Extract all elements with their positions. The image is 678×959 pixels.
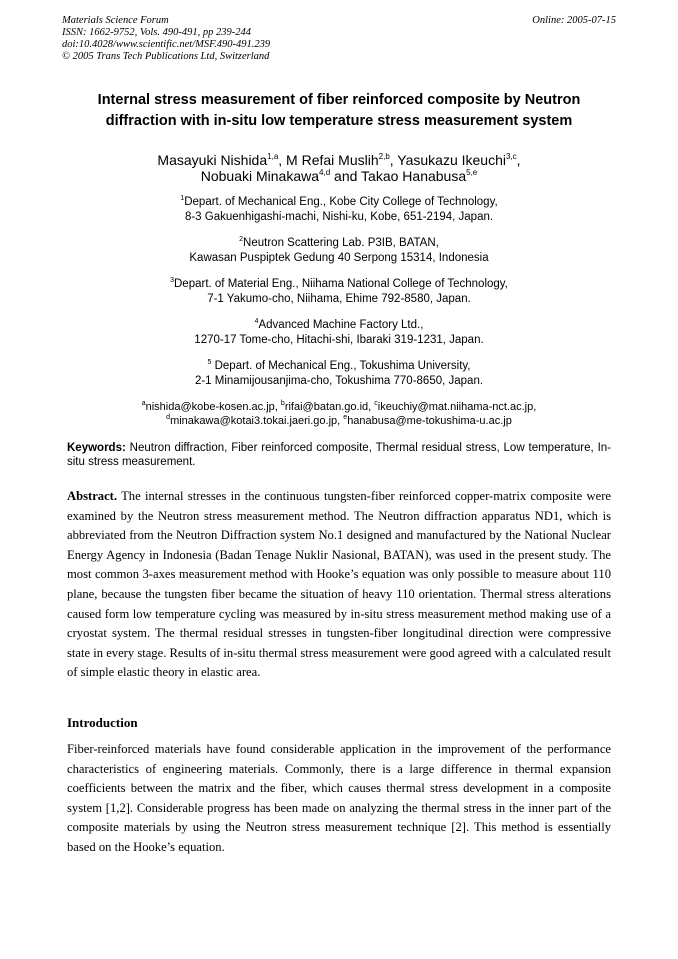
affiliation-address: 7-1 Yakumo-cho, Niihama, Ehime 792-8580, Japan. [207, 293, 471, 305]
affiliation-5 [40, 359, 638, 389]
email-line-2 [40, 414, 638, 428]
affiliation-superscript: 4 [254, 318, 259, 325]
author-separator: , [389, 152, 398, 168]
author-superscript: 3,c [506, 152, 517, 161]
affiliation-text: Depart. of Mechanical Eng., Kobe City College of Technology, [184, 196, 498, 208]
email-superscript: a [141, 400, 146, 407]
keywords-label: Keywords: [67, 442, 126, 454]
email-list [40, 400, 638, 428]
introduction-paragraph: Fiber-reinforced materials have found considerable application in the improvement of the performance characteristics of engineering materials. Commonly, there is a large difference in thermal expansion coefficients between the matrix and the fiber, which causes thermal stress development in a composite system [1,2]. Considerable progress has been made on analyzing the thermal stress in the inner part of the composite materials by using the Neutron stress measurement technique [2]. This method is essentially based on the Hooke’s equation. [67, 742, 611, 854]
affiliation-superscript: 1 [180, 195, 185, 202]
affiliation-text: Advanced Machine Factory Ltd., [258, 319, 424, 331]
author-name: Takao Hanabusa [361, 168, 467, 184]
email-address[interactable]: nishida@kobe-kosen.ac.jp, [145, 401, 278, 413]
affiliation-line [40, 277, 638, 292]
email-address[interactable]: rifai@batan.go.id, [284, 401, 372, 413]
author-separator: and [330, 168, 362, 184]
affiliation-superscript: 5 [207, 359, 212, 366]
author-name: Nobuaki Minakawa [200, 168, 320, 184]
affiliation-superscript: 3 [170, 277, 174, 284]
issn-line: ISSN: 1662-9752, Vols. 490-491, pp 239-244 [62, 27, 251, 38]
introduction-heading: Introduction [67, 715, 138, 730]
email-line-1 [40, 400, 638, 414]
author-separator: , [516, 152, 521, 168]
author-name: Yasukazu Ikeuchi [397, 152, 506, 168]
affiliation-text: Depart. of Material Eng., Niihama National College of Technology, [174, 278, 508, 290]
email-superscript: b [280, 400, 285, 407]
keywords-section [67, 441, 611, 469]
affiliation-address: 2-1 Minamijousanjima-cho, Tokushima 770-8650, Japan. [194, 375, 484, 387]
affiliation-line [40, 236, 638, 251]
affiliation-1 [40, 195, 638, 225]
affiliation-line [40, 318, 638, 333]
abstract-section [67, 487, 611, 683]
affiliation-line [40, 195, 638, 210]
journal-name: Materials Science Forum [62, 15, 169, 26]
copyright-line: © 2005 Trans Tech Publications Ltd, Switzerland [62, 51, 270, 62]
author-separator: , [278, 152, 287, 168]
affiliation-address: 1270-17 Tome-cho, Hitachi-shi, Ibaraki 319-1231, Japan. [194, 334, 484, 346]
author-superscript: 4,d [319, 168, 331, 177]
author-superscript: 1,a [267, 152, 279, 161]
email-address[interactable]: ikeuchiy@mat.niihama-nct.ac.jp, [377, 401, 537, 413]
publication-header [62, 15, 270, 63]
paper-title [40, 90, 638, 132]
keywords-text: Neutron diffraction, Fiber reinforced composite, Thermal residual stress, Low temperature, In-situ stress measurement. [67, 442, 611, 468]
email-address[interactable]: minakawa@kotai3.tokai.jaeri.go.jp, [170, 415, 341, 427]
author-line-1 [40, 152, 638, 168]
author-list [40, 152, 638, 184]
affiliation-text: Depart. of Mechanical Eng., Tokushima University, [211, 360, 471, 372]
affiliation-address: 8-3 Gakuenhigashi-machi, Nishi-ku, Kobe, 651-2194, Japan. [184, 211, 494, 223]
affiliation-2 [40, 236, 638, 266]
email-address[interactable]: hanabusa@me-tokushima-u.ac.jp [347, 415, 512, 427]
affiliation-superscript: 2 [239, 236, 244, 243]
affiliation-address: Kawasan Puspiptek Gedung 40 Serpong 15314, Indonesia [189, 252, 489, 264]
email-superscript: d [166, 414, 171, 421]
affiliation-text: Neutron Scattering Lab. P3IB, BATAN, [243, 237, 439, 249]
title-line-1: Internal stress measurement of fiber reinforced composite by Neutron [97, 92, 581, 108]
author-line-2 [40, 168, 638, 184]
doi-line: doi:10.4028/www.scientific.net/MSF.490-491.239 [62, 39, 271, 50]
email-superscript: c [374, 400, 378, 407]
online-date-text: Online: 2005-07-15 [532, 15, 616, 26]
author-superscript: 2,b [378, 152, 390, 161]
affiliation-4 [40, 318, 638, 348]
author-name: M Refai Muslih [286, 152, 379, 168]
online-date [532, 15, 616, 27]
affiliation-line [40, 359, 638, 374]
abstract-label: Abstract. [67, 489, 118, 503]
author-name: Masayuki Nishida [157, 152, 268, 168]
abstract-text: The internal stresses in the continuous tungsten-fiber reinforced copper-matrix composite were examined by the Neutron stress measurement method. The Neutron diffraction apparatus ND1, which is abbreviated from the Neutron Diffraction system No.1 designed and manufactured by the National Nuclear Energy Agency in Indonesia (Badan Tenage Nuklir Nasional, BATAN), was used in the present study. The most common 3-axes measurement method with Hooke’s equation was only possible to measure about 110 plane, because the tungsten fiber became the situation of heavy 110 orientation. Thermal stress alterations caused form low temperature cycling was measured by in-situ stress measurement method making use of a cryostat system. The thermal residual stresses in tungsten-fiber longitudinal direction were compressive state in every stage. Results of in-situ thermal stress measurement were good agreed with a calculated result of simple elastic theory in elastic area. [67, 489, 611, 680]
email-superscript: e [343, 414, 348, 421]
author-superscript: 5,e [466, 168, 478, 177]
affiliation-3 [40, 277, 638, 307]
title-line-2: diffraction with in-situ low temperature stress measurement system [105, 113, 573, 129]
